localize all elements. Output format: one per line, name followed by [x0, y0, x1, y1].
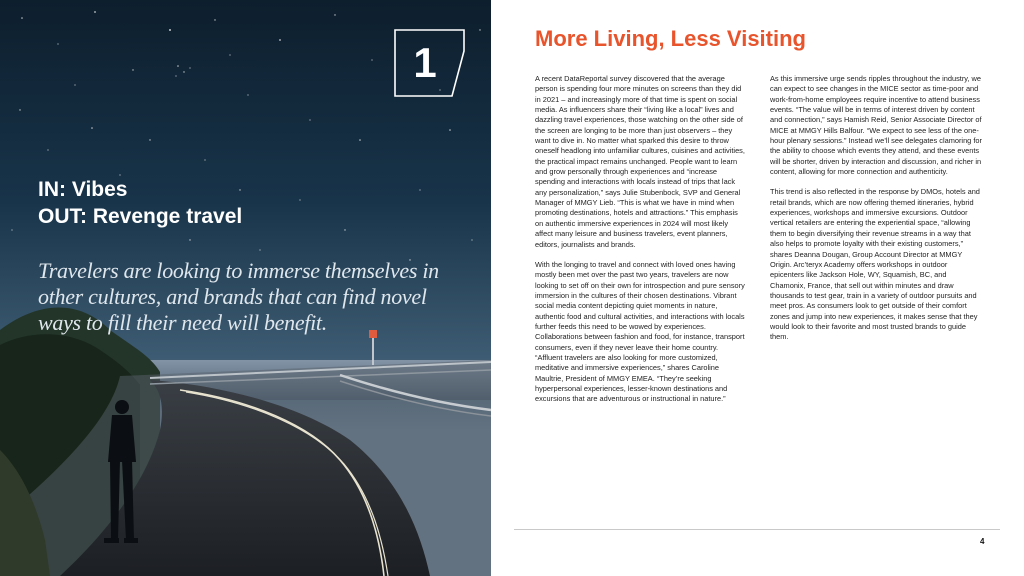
body-column-left: [535, 74, 745, 415]
paragraph: With the longing to travel and connect with loved ones having mostly been met over the past two years, travelers are now looking to set off on their own for introspection and pure sensory immersion in the cultures of their chosen destinations. Vibrant social media content depicting quiet moments in nature, authentic food and cultural activities, and interactions with locals further feeds this need to be wowed by experiences. Collaborations between fashion and food, for instance, transport consumers, even if they never leave their home country. “Affluent travelers are also looking for more customized, meditative and immersive experiences,” shares Caroline Maultrie, President of MMGY EMEA. “They’re seeking hyperpersonal experiences, lesser-known destinations and excursions that are adventurous or instructional in nature.”: [535, 259, 745, 404]
footer-divider: [514, 529, 1000, 530]
paragraph: A recent DataReportal survey discovered that the average person is spending four more minutes on screens than they did in 2021 – and increasingly more of that time is spent on social media. As influencers share their “living like a local” lives and dazzling travel experiences, those watching on the other side of the screen are longing to be more than just observers – they want to dive in. No matter what sparked this desire to throw oneself headlong into unfamiliar cultures, cuisines and activities, the practical impact remains unchanged. People want to learn and grow personally through experiences and “increase spending and interactions with locals instead of trips that lack any personalization,” says Julie Stubenbock, SVP and General Manager of MMGY Lieb. “This is what we have in mind when promoting destinations, hotels and attractions.” This emphasis on authentic immersive experiences in 2024 will most likely affect many leisure and business travelers, event planners, editors, journalists and brands.: [535, 74, 745, 249]
pull-quote: Travelers are looking to immerse themselves in other cultures, and brands that can find novel ways to fill their need will benefit.: [38, 258, 439, 335]
page-number: 4: [980, 537, 985, 546]
in-line: IN: Vibes: [38, 178, 128, 201]
in-out-heading: [38, 176, 242, 230]
paragraph: This trend is also reflected in the response by DMOs, hotels and retail brands, which are now offering themed itineraries, hybrid experiences, workshops and immersive excursions. Outdoor vertical retailers are entering the experiential space, “allowing them to begin diversifying their revenue streams in a way that also helps to promote loyalty with their existing customers,” shares Deanna Dougan, Group Account Director at MMGY Origin. Arc’teryx Academy offers workshops in outdoor epicenters like Jackson Hole, WY, Squamish, BC, and Chamonix, France, that sell out within minutes and draw thousands to test gear, train in a variety of outdoor pursuits and meet pros. As consumers look to get outside of their comfort zones and jump into new experiences, it makes sense that they would look to their favorite and most trusted brands to guide them.: [770, 187, 980, 342]
paragraph: As this immersive urge sends ripples throughout the industry, we can expect to see changes in the MICE sector as time-poor and work-from-home employees require incentive to attend business events. “The value will be in terms of interest driven by content and connection,” says Hamish Reid, Senior Associate Director of MICE at MMGY Hills Balfour. “We expect to see less of the one-hour plenary sessions.” Instead we’ll see delegates clamoring for the ability to choose which events they attend, and these events will be shorter, driven by interaction and discussion, and richer in content, allowing for more connection and authenticity.: [770, 74, 982, 177]
section-number: 1: [413, 39, 437, 86]
out-line: OUT: Revenge travel: [38, 205, 243, 228]
page-title: More Living, Less Visiting: [535, 26, 806, 51]
body-column-right: [770, 74, 982, 353]
